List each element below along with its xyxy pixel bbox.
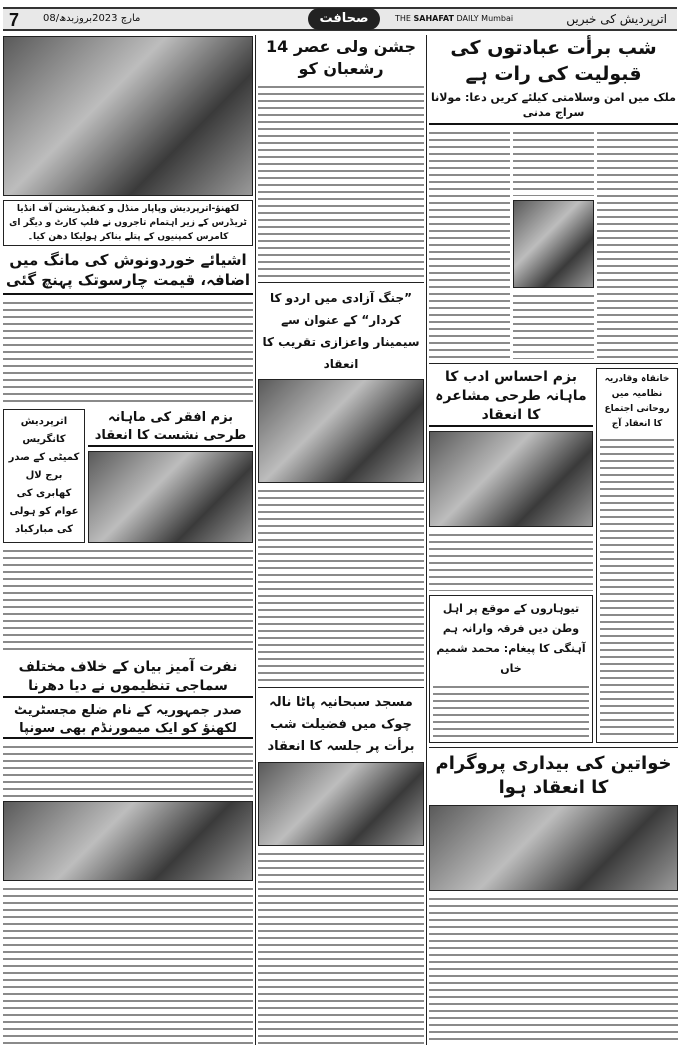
article-text: [258, 850, 424, 1045]
headline-shab-e-barat: شب برأت عبادتوں کی قبولیت کی رات ہے: [450, 37, 657, 85]
photo-maulana: [513, 200, 594, 288]
page-number: 7: [9, 10, 20, 30]
photo-masjid-jalsa: [258, 762, 424, 846]
article-text: [258, 487, 424, 682]
photo-dharna: [3, 801, 253, 881]
divider: [258, 687, 424, 688]
headline-jashn: جشن ولی عصر 14 رشعبان کو: [266, 37, 416, 78]
ehsas-festivals-stack: [429, 368, 593, 743]
middle-column: [258, 36, 424, 1045]
afqar-congress-row: [3, 409, 253, 543]
masthead-bar: [3, 7, 677, 31]
article-text: [3, 547, 253, 654]
subhead-protest: صدر جمہوریہ کے نام ضلع مجسٹریٹ لکھنؤ کو ایک میمورنڈم بھی سونپا: [3, 702, 253, 739]
newspaper-logo: صحافت: [308, 8, 380, 30]
article-text: [429, 531, 593, 591]
section-title: اترپردیش کی خبریں: [566, 12, 667, 26]
photo-women-program: [429, 805, 678, 891]
photo-stack: [513, 129, 594, 359]
photo-traders-protest: [3, 36, 253, 196]
article-text: [597, 129, 678, 359]
right-column: [429, 36, 678, 1045]
article-text: [513, 129, 594, 196]
divider: [258, 282, 424, 283]
column-divider: [426, 35, 427, 1045]
divider: [429, 747, 678, 748]
left-column: [3, 36, 253, 1045]
shab-e-barat-body: [429, 129, 678, 359]
headline-protest: نفرت آمیز بیان کے خلاف مختلف سماجی تنظیموں نے دیا دھرنا: [3, 658, 253, 698]
headline-prices: اشیائے خوردونوش کی مانگ میں اضافہ، قیمت چارسوتک پہنچ گئی: [3, 250, 253, 295]
english-title: THE SAHAFAT DAILY Mumbai: [395, 14, 514, 23]
article-text: [433, 683, 589, 739]
khanqah-box: [596, 368, 678, 743]
issue-date: 08/مارچ 2023بروزبدھ: [43, 13, 141, 24]
column-divider: [255, 35, 256, 1045]
article-text: [3, 885, 253, 1045]
photo-caption: لکھنؤ-اترپردیش وپاپار منڈل و کنفیڈریشن آف انڈیا ٹریڈرس کے زیر اہتمام تاجروں نے فلپ کارٹ و دیگر ای کامرس کمپنیوں کے پتلے بناکر ہولیکا دھن کیا۔: [3, 200, 253, 246]
article-text: [3, 743, 253, 796]
subhead-shab-e-barat: ملک میں امن وسلامتی کیلئے کریں دعا: مولانا سراج مدنی: [429, 91, 678, 125]
bazm-afqar-block: [88, 409, 253, 543]
headline-seminar: ”جنگ آزادی میں اردو کا کردار“ کے عنوان سے سیمینار واعزازی تقریب کا انعقاد: [262, 291, 420, 372]
article-text: [429, 129, 510, 359]
photo-bazm-afqar: [88, 451, 253, 544]
headline-bazm-afqar: بزم افقر کی ماہانہ طرحی نشست کا انعقاد: [88, 409, 253, 446]
article-text: [3, 299, 253, 406]
middle-right-row: [429, 368, 678, 743]
headline-bazm-ehsas: بزم احساس ادب کا ماہانہ طرحی مشاعرہ کا انعقاد: [429, 368, 593, 427]
congress-box: [3, 409, 85, 543]
headline-masjid: مسجد سبحانیہ پاٹا نالہ چوک میں فضیلت شب برأت پر جلسہ کا انعقاد: [267, 694, 415, 754]
article-text: [429, 895, 678, 1045]
festivals-box: [429, 595, 593, 743]
headline-congress: اترپردیش کانگریس کمیٹی کے صدر برج لال کھابری کی عوام کو ہولی کی مبارکباد: [8, 416, 80, 536]
photo-seminar: [258, 379, 424, 483]
headline-khanqah: خانقاہ وقادریہ نظامیہ میں روحانی اجتماع کا انعقاد آج: [604, 374, 670, 430]
headline-festivals: تیوہاروں کے موقع پر اہل وطن دیں فرقہ وارانہ ہم آہنگی کا پیغام: محمد شمیم خاں: [436, 602, 586, 676]
headline-women: خواتین کی بیداری پروگرام کا انعقاد ہوا: [435, 753, 672, 799]
photo-mushaira: [429, 431, 593, 527]
article-text: [513, 292, 594, 359]
article-text: [258, 83, 424, 278]
article-text: [600, 436, 674, 739]
divider: [429, 363, 678, 364]
